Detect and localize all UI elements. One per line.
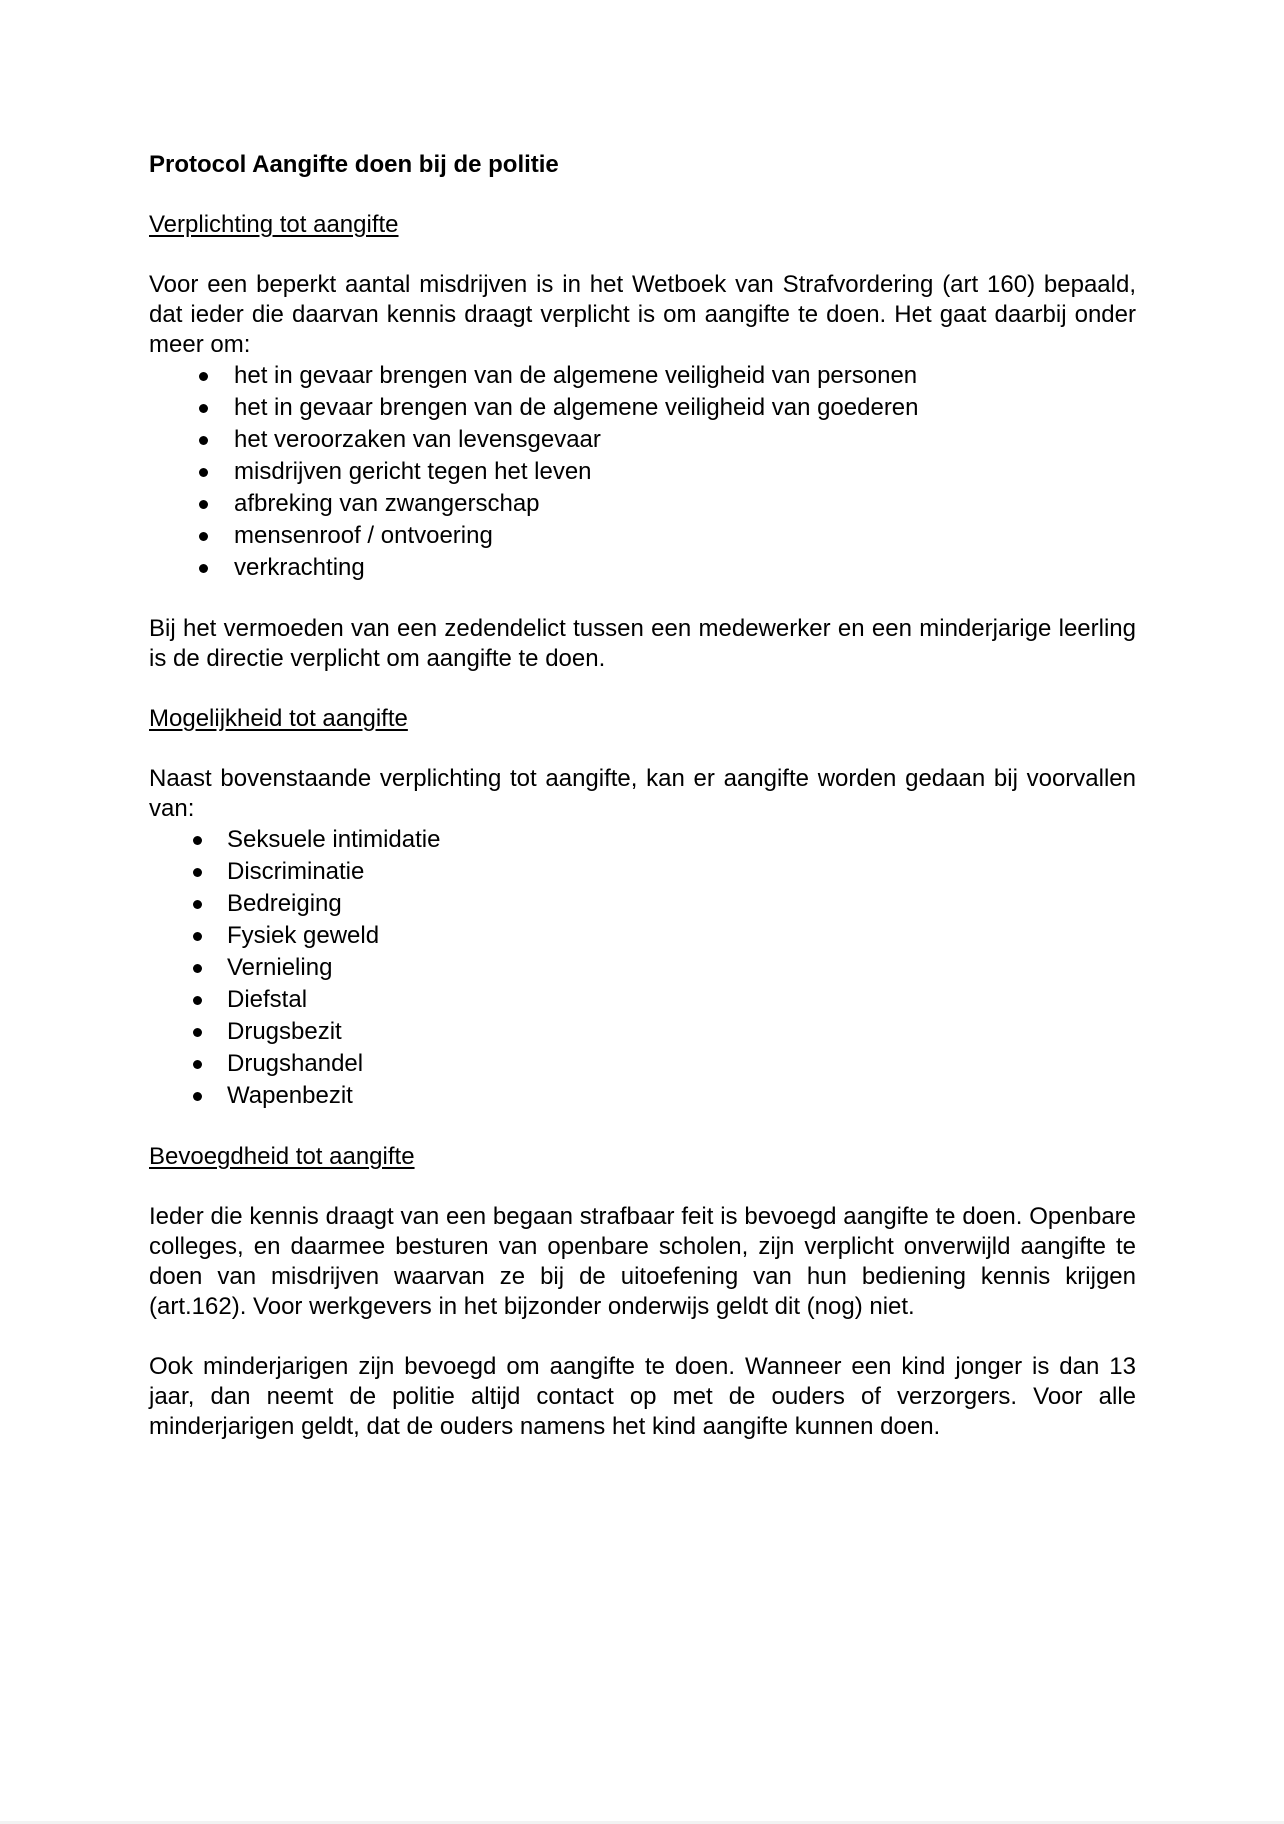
document-page — [149, 150, 1136, 1442]
list-item: mensenroof / ontvoering — [149, 520, 1136, 552]
bullet-icon — [199, 532, 208, 541]
bullet-icon — [193, 868, 202, 877]
bullet-icon — [199, 436, 208, 445]
list-item: verkrachting — [149, 552, 1136, 584]
list-item: Drugsbezit — [149, 1016, 1136, 1048]
bullet-icon — [199, 564, 208, 573]
list-item: Seksuele intimidatie — [149, 824, 1136, 856]
list-item: Discriminatie — [149, 856, 1136, 888]
section-paragraph-bevoegdheid-2: Ook minderjarigen zijn bevoegd om aangifte te doen. Wanneer een kind jonger is dan 13 jaar, dan neemt de politie altijd contact op met de ouders of verzorgers. Voor alle minderjarigen geldt, dat de ouders namens het kind aangifte kunnen doen. — [149, 1353, 1136, 1440]
section-heading-mogelijkheid: Mogelijkheid tot aangifte — [149, 705, 408, 732]
bullet-icon — [193, 900, 202, 909]
bullet-icon — [193, 836, 202, 845]
list-item: het veroorzaken van levensgevaar — [149, 424, 1136, 456]
list-item: het in gevaar brengen van de algemene veiligheid van personen — [149, 360, 1136, 392]
section-intro-mogelijkheid: Naast bovenstaande verplichting tot aangifte, kan er aangifte worden gedaan bij voorvallen van: — [149, 765, 1136, 822]
bullet-icon — [199, 372, 208, 381]
bullet-icon — [193, 1092, 202, 1101]
list-item: Bedreiging — [149, 888, 1136, 920]
list-item: Drugshandel — [149, 1048, 1136, 1080]
bullet-icon — [193, 1028, 202, 1037]
bullet-icon — [199, 500, 208, 509]
bullet-list-mogelijkheid — [149, 824, 1136, 1112]
list-item: Fysiek geweld — [149, 920, 1136, 952]
bullet-list-verplichting — [149, 360, 1136, 584]
bullet-icon — [199, 404, 208, 413]
list-item: misdrijven gericht tegen het leven — [149, 456, 1136, 488]
bullet-icon — [199, 468, 208, 477]
document-title: Protocol Aangifte doen bij de politie — [149, 151, 559, 178]
bullet-icon — [193, 996, 202, 1005]
list-item: Diefstal — [149, 984, 1136, 1016]
section-heading-verplichting: Verplichting tot aangifte — [149, 211, 399, 238]
section-closing-verplichting: Bij het vermoeden van een zedendelict tussen een medewerker en een minderjarige leerling is de directie verplicht om aangifte te doen. — [149, 615, 1136, 672]
bullet-icon — [193, 932, 202, 941]
list-item: Wapenbezit — [149, 1080, 1136, 1112]
section-paragraph-bevoegdheid-1: Ieder die kennis draagt van een begaan strafbaar feit is bevoegd aangifte te doen. Openbare colleges, en daarmee besturen van openbare scholen, zijn verplicht onverwijld aangifte te doen van misdrijven waarvan ze bij de uitoefening van hun bediening kennis krijgen (art.162). Voor werkgevers in het bijzonder onderwijs geldt dit (nog) niet. — [149, 1203, 1136, 1320]
bullet-icon — [193, 964, 202, 973]
section-heading-bevoegdheid: Bevoegdheid tot aangifte — [149, 1143, 415, 1170]
section-intro-verplichting: Voor een beperkt aantal misdrijven is in het Wetboek van Strafvordering (art 160) bepaald, dat ieder die daarvan kennis draagt verplicht is om aangifte te doen. Het gaat daarbij onder meer om: — [149, 271, 1136, 358]
list-item: Vernieling — [149, 952, 1136, 984]
list-item: het in gevaar brengen van de algemene veiligheid van goederen — [149, 392, 1136, 424]
list-item: afbreking van zwangerschap — [149, 488, 1136, 520]
bullet-icon — [193, 1060, 202, 1069]
